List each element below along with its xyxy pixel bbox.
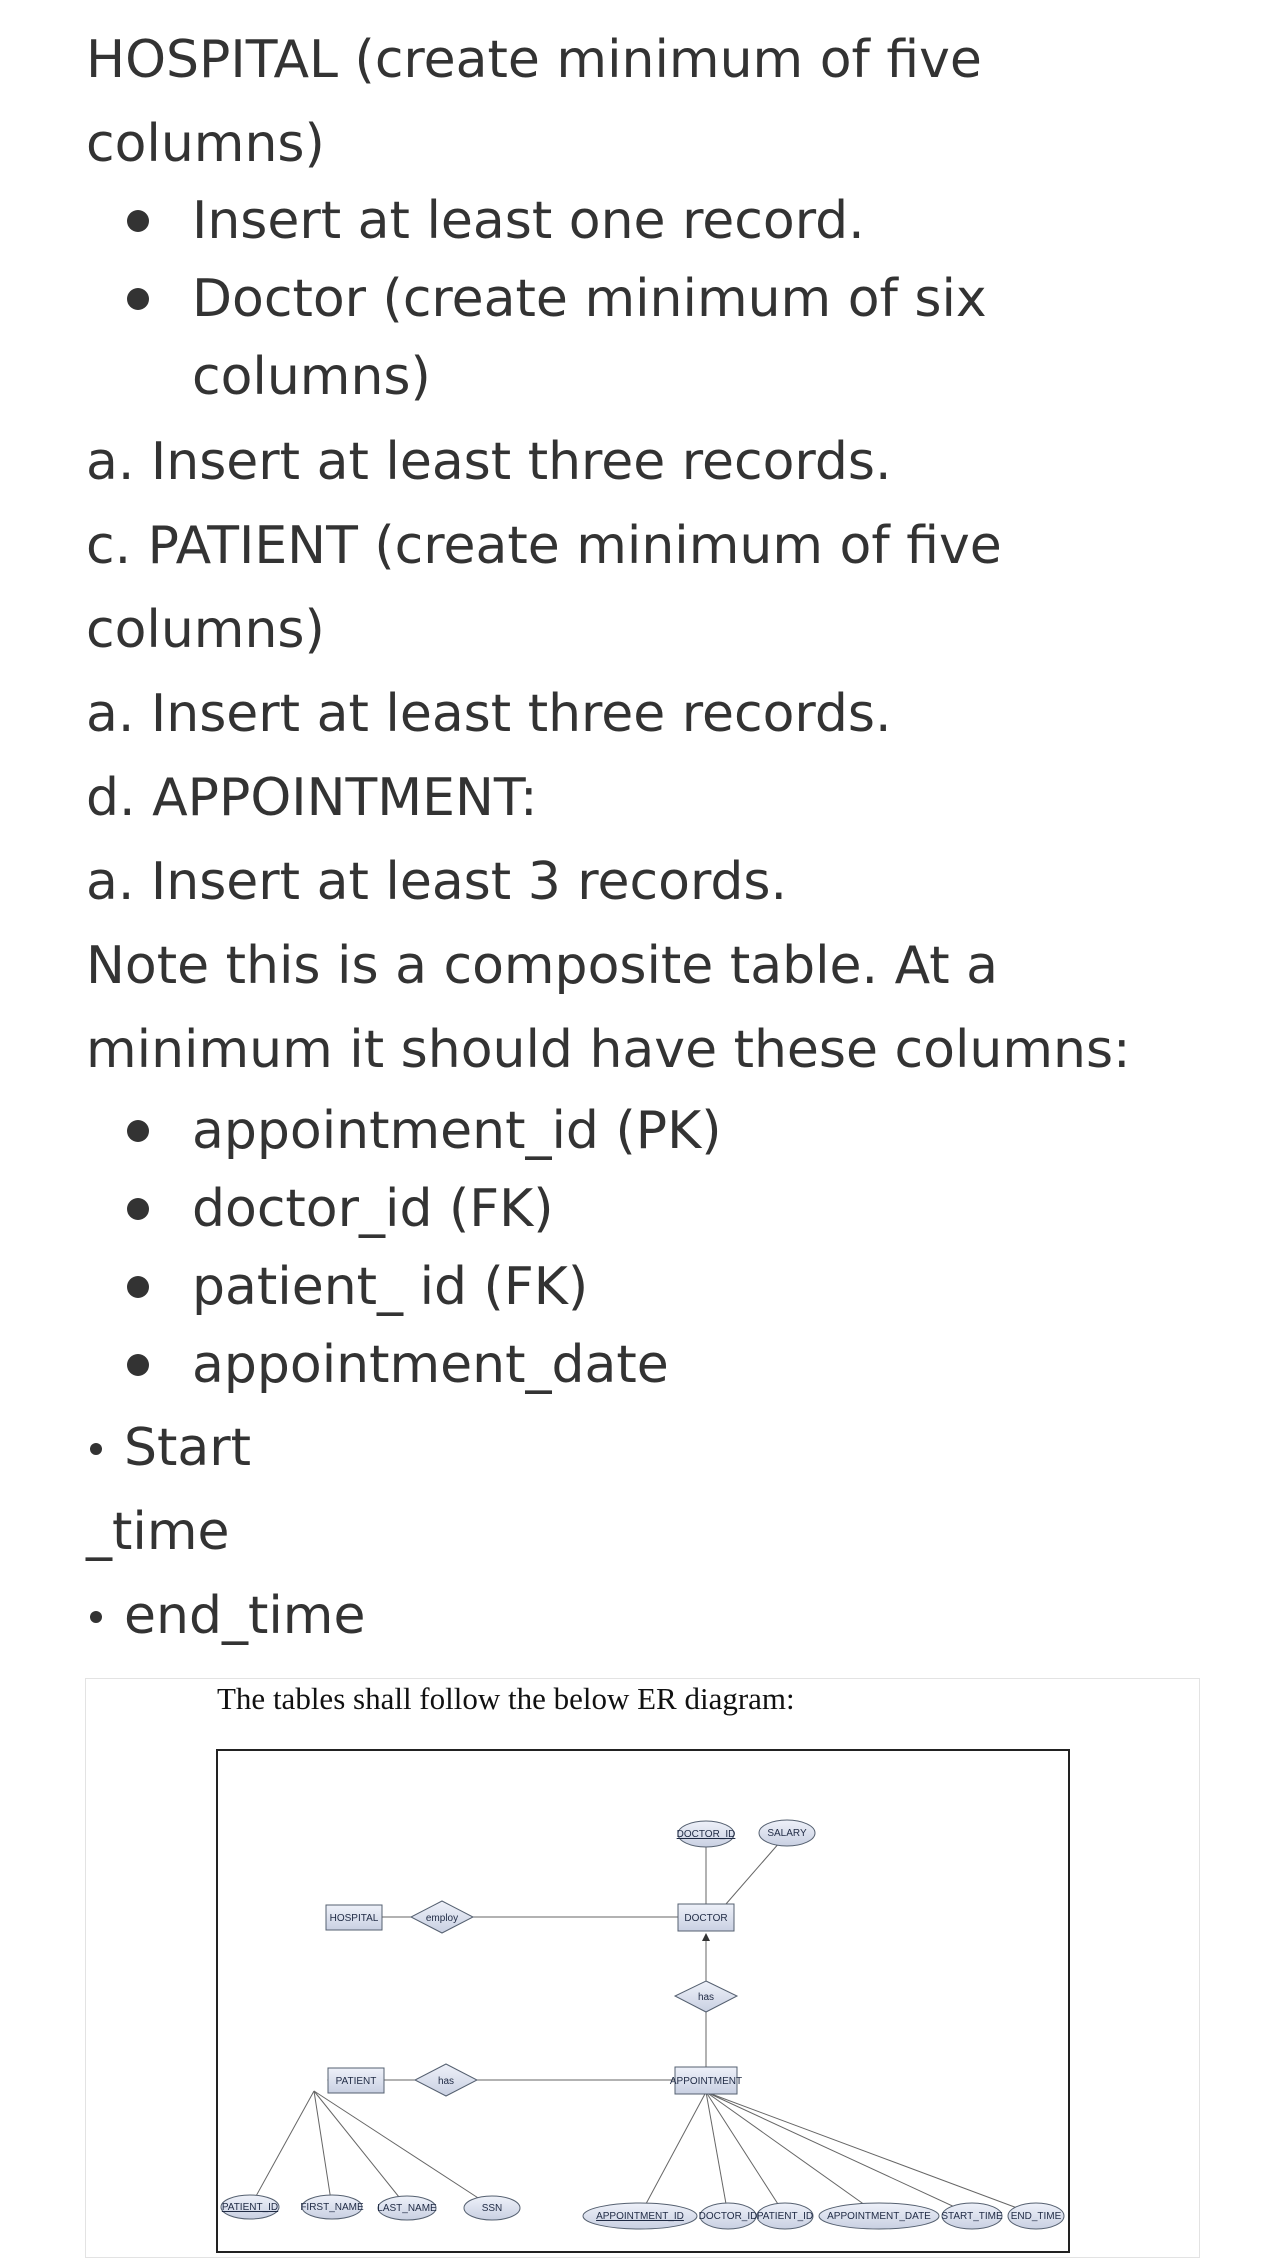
heading-hospital: HOSPITAL (create minimum of five xyxy=(86,30,982,90)
svg-text:END_TIME: END_TIME xyxy=(1010,2211,1062,2222)
er-attribute-ssn xyxy=(464,2196,520,2220)
svg-text:DOCTOR_ID: DOCTOR_ID xyxy=(676,1829,736,1840)
column-item: patient_ id (FK) xyxy=(192,1257,589,1317)
svg-text:has: has xyxy=(697,1992,715,2003)
svg-text:DOCTOR: DOCTOR xyxy=(684,1913,728,1924)
paragraph: a. Insert at least 3 records. xyxy=(86,852,788,912)
heading-hospital-cont: columns) xyxy=(86,114,325,174)
bullet-dot xyxy=(127,1120,149,1142)
column-item: Start xyxy=(124,1418,252,1478)
column-item: doctor_id (FK) xyxy=(192,1179,554,1239)
er-attribute-patient-id xyxy=(221,2195,279,2219)
er-attribute-appt-doctor-id xyxy=(699,2203,758,2229)
small-bullet-dot xyxy=(90,1443,102,1455)
er-attribute-doctor-id xyxy=(677,1821,736,1847)
svg-text:APPOINTMENT: APPOINTMENT xyxy=(669,2076,743,2087)
note-text: Note this is a composite table. At a xyxy=(86,936,999,996)
svg-text:APPOINTMENT_DATE: APPOINTMENT_DATE xyxy=(827,2211,931,2222)
er-attribute-salary xyxy=(759,1820,815,1846)
svg-text:LAST_NAME: LAST_NAME xyxy=(377,2203,437,2214)
er-entity-patient xyxy=(328,2068,384,2093)
bullet-dot xyxy=(127,1276,149,1298)
column-item-cont: _time xyxy=(86,1502,230,1562)
er-entity-hospital xyxy=(326,1905,382,1930)
er-attribute-appt-patient-id xyxy=(757,2203,813,2229)
er-entity-appointment xyxy=(670,2067,742,2094)
paragraph: a. Insert at least three records. xyxy=(86,432,892,492)
er-entity-doctor xyxy=(678,1904,734,1931)
note-text-cont: minimum it should have these columns: xyxy=(86,1020,1131,1080)
column-item: end_time xyxy=(124,1586,366,1646)
er-attribute-appointment-id xyxy=(583,2203,697,2229)
list-item: Doctor (create minimum of six xyxy=(192,269,987,329)
er-attribute-appointment-date xyxy=(819,2203,939,2229)
svg-text:employ: employ xyxy=(425,1913,459,1924)
svg-text:has: has xyxy=(437,2076,455,2087)
bullet-dot xyxy=(127,288,149,310)
bullet-dot xyxy=(127,1354,149,1376)
er-attribute-last-name xyxy=(377,2196,437,2220)
svg-text:PATIENT_ID: PATIENT_ID xyxy=(221,2202,279,2213)
heading-patient: c. PATIENT (create minimum of five xyxy=(86,516,1002,576)
svg-text:PATIENT: PATIENT xyxy=(335,2076,377,2087)
column-item: appointment_id (PK) xyxy=(192,1101,722,1161)
figure-caption: The tables shall follow the below ER diagram: xyxy=(217,1681,795,1716)
bullet-dot xyxy=(127,1198,149,1220)
svg-text:START_TIME: START_TIME xyxy=(941,2211,1003,2222)
er-diagram-figure xyxy=(85,1678,1200,2258)
er-attribute-end-time xyxy=(1008,2203,1064,2229)
svg-text:SALARY: SALARY xyxy=(767,1828,807,1839)
svg-text:SSN: SSN xyxy=(481,2203,503,2214)
diagram-frame xyxy=(217,1750,1069,2252)
list-item-cont: columns) xyxy=(192,347,431,407)
svg-text:PATIENT_ID: PATIENT_ID xyxy=(756,2211,814,2222)
heading-appointment: d. APPOINTMENT: xyxy=(86,768,538,828)
column-item: appointment_date xyxy=(192,1335,669,1395)
svg-text:HOSPITAL: HOSPITAL xyxy=(329,1913,379,1924)
small-bullet-dot xyxy=(90,1611,102,1623)
er-attribute-start-time xyxy=(941,2203,1003,2229)
bullet-dot xyxy=(127,210,149,232)
er-diagram xyxy=(216,1749,1071,2254)
paragraph: a. Insert at least three records. xyxy=(86,684,892,744)
svg-text:APPOINTMENT_ID: APPOINTMENT_ID xyxy=(596,2211,684,2222)
svg-text:FIRST_NAME: FIRST_NAME xyxy=(300,2202,364,2213)
list-item: Insert at least one record. xyxy=(192,191,865,251)
heading-patient-cont: columns) xyxy=(86,600,325,660)
svg-text:DOCTOR_ID: DOCTOR_ID xyxy=(698,2211,758,2222)
er-attribute-first-name xyxy=(300,2195,364,2219)
